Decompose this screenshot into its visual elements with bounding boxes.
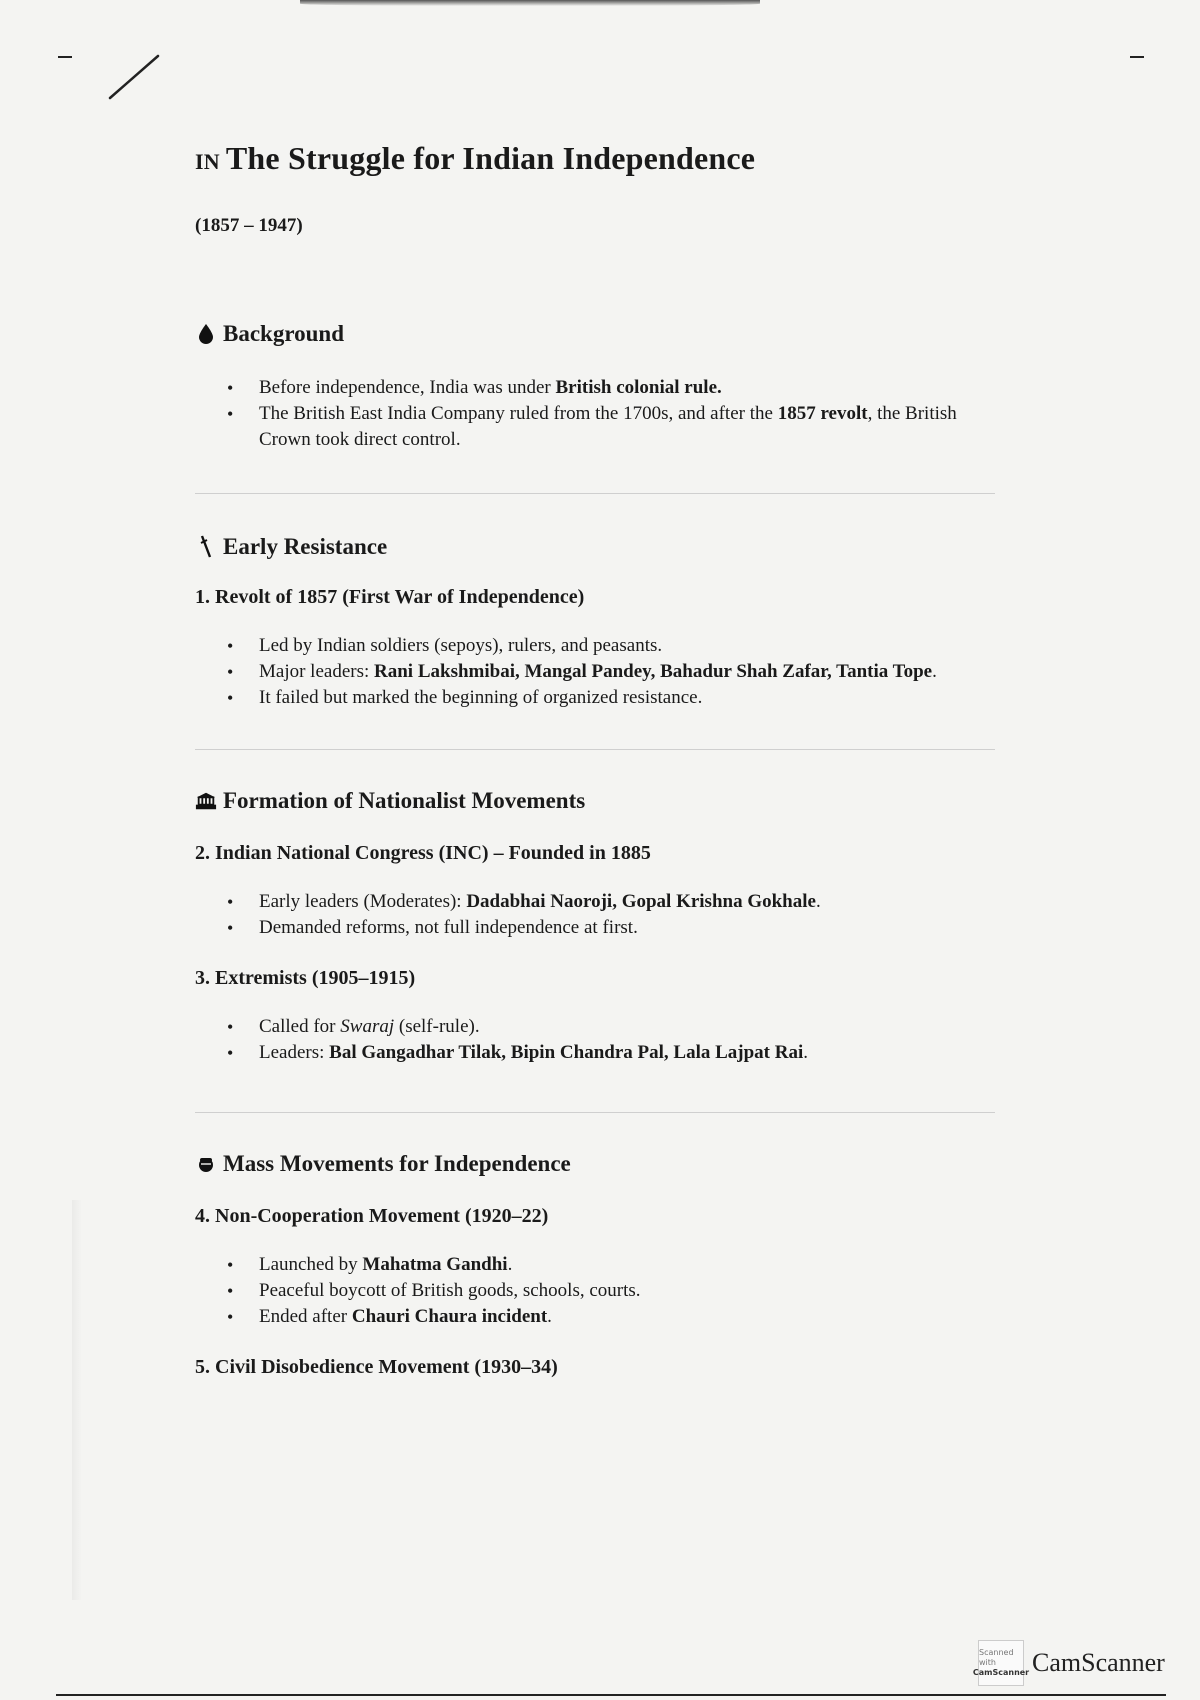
logo-brand: CamScanner xyxy=(972,1668,1030,1677)
list-item: • Leaders: Bal Gangadhar Tilak, Bipin Chandra Pal, Lala Lajpat Rai. xyxy=(259,1040,1005,1066)
list-item: • The British East India Company ruled from the 1700s, and after the 1857 revolt, the British Crown took direct control. xyxy=(259,401,1005,453)
divider xyxy=(195,493,995,494)
section-heading xyxy=(195,321,1005,347)
bullet-list xyxy=(195,1252,1005,1330)
section-heading-text: Early Resistance xyxy=(223,534,388,559)
list-item: • Peaceful boycott of British goods, schools, courts. xyxy=(259,1278,1005,1304)
section-heading xyxy=(195,788,1005,814)
section-background xyxy=(195,321,1005,453)
bullet-list xyxy=(195,633,1005,711)
document-page xyxy=(195,140,1005,1379)
drop-icon xyxy=(195,323,217,345)
section-nationalist-movements xyxy=(195,788,1005,1066)
list-item: • Major leaders: Rani Lakshmibai, Mangal Pandey, Bahadur Shah Zafar, Tantia Tope. xyxy=(259,659,1005,685)
document-title xyxy=(195,140,1005,177)
section-heading-text: Mass Movements for Independence xyxy=(223,1151,571,1176)
camscanner-logo xyxy=(972,1640,1030,1686)
section-heading xyxy=(195,534,1005,560)
fist-icon xyxy=(195,1155,217,1173)
bullet-list xyxy=(195,889,1005,941)
sub-heading: 2. Indian National Congress (INC) – Founded in 1885 xyxy=(195,842,651,864)
section-heading-text: Background xyxy=(223,321,345,346)
section-heading-text: Formation of Nationalist Movements xyxy=(223,788,586,813)
list-item: • Called for Swaraj (self-rule). xyxy=(259,1014,1005,1040)
date-range: (1857 – 1947) xyxy=(195,215,303,236)
camscanner-watermark xyxy=(972,1640,1165,1686)
bottom-edge-line xyxy=(56,1694,1166,1696)
list-item: • Led by Indian soldiers (sepoys), rulers, and peasants. xyxy=(259,633,1005,659)
section-heading xyxy=(195,1151,1005,1177)
section-mass-movements xyxy=(195,1151,1005,1379)
title-text: The Struggle for Indian Independence xyxy=(225,140,756,176)
pen-stroke-mark xyxy=(106,50,162,106)
list-item: • Before independence, India was under British colonial rule. xyxy=(259,375,1005,401)
sub-heading: 4. Non-Cooperation Movement (1920–22) xyxy=(195,1205,549,1227)
sub-heading: 3. Extremists (1905–1915) xyxy=(195,967,416,989)
divider xyxy=(195,1112,995,1113)
scan-smudge xyxy=(72,1200,82,1600)
building-icon xyxy=(195,791,217,811)
sword-icon xyxy=(195,535,217,559)
list-item: • Ended after Chauri Chaura incident. xyxy=(259,1304,1005,1330)
section-early-resistance xyxy=(195,534,1005,711)
sub-heading: 5. Civil Disobedience Movement (1930–34) xyxy=(195,1356,558,1378)
logo-caption: Scanned with xyxy=(979,1648,1014,1667)
camscanner-text: CamScanner xyxy=(1032,1648,1165,1677)
crop-mark-right xyxy=(1130,56,1144,58)
list-item: • Demanded reforms, not full independence at first. xyxy=(259,915,1005,941)
bullet-list xyxy=(195,1014,1005,1066)
list-item: • Launched by Mahatma Gandhi. xyxy=(259,1252,1005,1278)
title-prefix: IN xyxy=(195,149,220,174)
bullet-list xyxy=(195,375,1005,453)
scan-shadow xyxy=(300,0,760,6)
sub-heading: 1. Revolt of 1857 (First War of Independence) xyxy=(195,586,585,608)
crop-mark-left xyxy=(58,56,72,58)
divider xyxy=(195,749,995,750)
list-item: • It failed but marked the beginning of organized resistance. xyxy=(259,685,1005,711)
list-item: • Early leaders (Moderates): Dadabhai Naoroji, Gopal Krishna Gokhale. xyxy=(259,889,1005,915)
